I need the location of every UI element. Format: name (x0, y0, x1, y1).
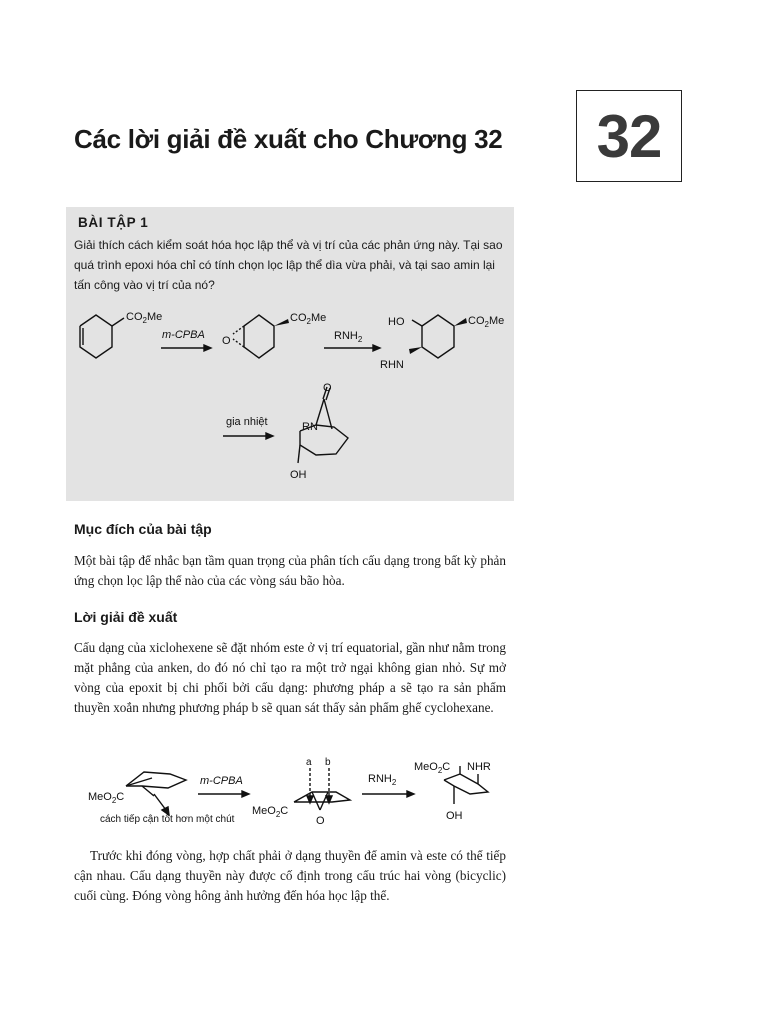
scheme1-reagent-3: gia nhiệt (226, 416, 268, 428)
scheme1-lactam-oxygen: O (323, 382, 332, 394)
scheme2-hydroxy-label: OH (446, 810, 463, 822)
exercise-title: BÀI TẬP 1 (78, 215, 149, 230)
scheme2-epoxide-oxygen: O (316, 815, 325, 827)
scheme2-approach-caption: cách tiếp cận tốt hơn một chút (100, 814, 235, 825)
scheme2-amine-label: NHR (467, 761, 491, 773)
solution-text: Cấu dạng của xiclohexene sẽ đặt nhóm este ở vị trí equatorial, gần như nằm trong mặt phẳng của anken, do đó nó chỉ tạo ra một trở ngại không gian nhỏ. Sự mở vòng của epoxit bị chi phối bởi cấu dạng: phương pháp a sẽ tạo ra sản phẩm thuyền xoắn nhưng phương pháp b sẽ quan sát thấy sản phẩm ghế cyclohexane. (74, 640, 506, 715)
purpose-heading: Mục đích của bài tập (74, 521, 212, 537)
purpose-text: Một bài tập để nhắc bạn tầm quan trọng của phân tích cấu dạng trong bất kỳ phản ứng chọn lọc lập thể nào của các vòng sáu bão hòa. (74, 553, 506, 588)
scheme1-epoxide-oxygen: O (222, 335, 231, 347)
exercise-question: Giải thích cách kiểm soát hóa học lập thể và vị trí của các phản ứng này. Tại sao quá trình epoxi hóa chỉ có tính chọn lọc lập thể dìa vừa phải, và tại sao amin lại tấn công vào vị trí của nó? (74, 238, 503, 292)
solution-heading: Lời giải đề xuất (74, 609, 178, 625)
scheme1-hydroxy-label: HO (388, 316, 405, 328)
chapter-number-box (576, 90, 682, 182)
scheme1-ester-1: $CO_2Me$ (126, 311, 163, 325)
scheme2-ester-3: MeO$_2$C (414, 761, 451, 775)
scheme2-ester-2: MeO$_2$C (252, 805, 289, 819)
final-paragraph: Trước khi đóng vòng, hợp chất phải ở dạng thuyền để amin và este có thể tiếp cận nhau. Cấu dạng thuyền này được cố định trong cấu trúc hai vòng (bicyclic) cuối cùng. Đóng vòng hông ảnh hưởng đến hóa học lập thể. (74, 848, 506, 903)
scheme1-reagent-1: m-CPBA (162, 329, 205, 341)
scheme1-ester-3: $CO_2Me$ (468, 315, 505, 329)
reaction-scheme-solution (74, 752, 514, 838)
chapter-title: Các lời giải đề xuất cho Chương 32 (74, 124, 503, 154)
scheme2-reagent-1: m-CPBA (200, 775, 243, 787)
scheme1-lactam-nitrogen: RN (302, 421, 318, 433)
scheme1-amine-label: RHN (380, 359, 404, 371)
reaction-scheme-exercise (66, 207, 514, 501)
scheme1-ester-2: $CO_2Me$ (290, 312, 327, 326)
scheme2-path-a: a (306, 757, 312, 768)
scheme2-path-b: b (325, 757, 331, 768)
scheme1-hydroxy-product: OH (290, 469, 307, 481)
exercise-box (66, 207, 514, 501)
scheme2-reagent-2: $RNH_2$ (368, 773, 397, 787)
chapter-number: 32 (596, 102, 662, 170)
scheme1-reagent-2: $RNH_2$ (334, 330, 363, 344)
scheme2-ester-1: MeO$_2$C (88, 791, 125, 805)
